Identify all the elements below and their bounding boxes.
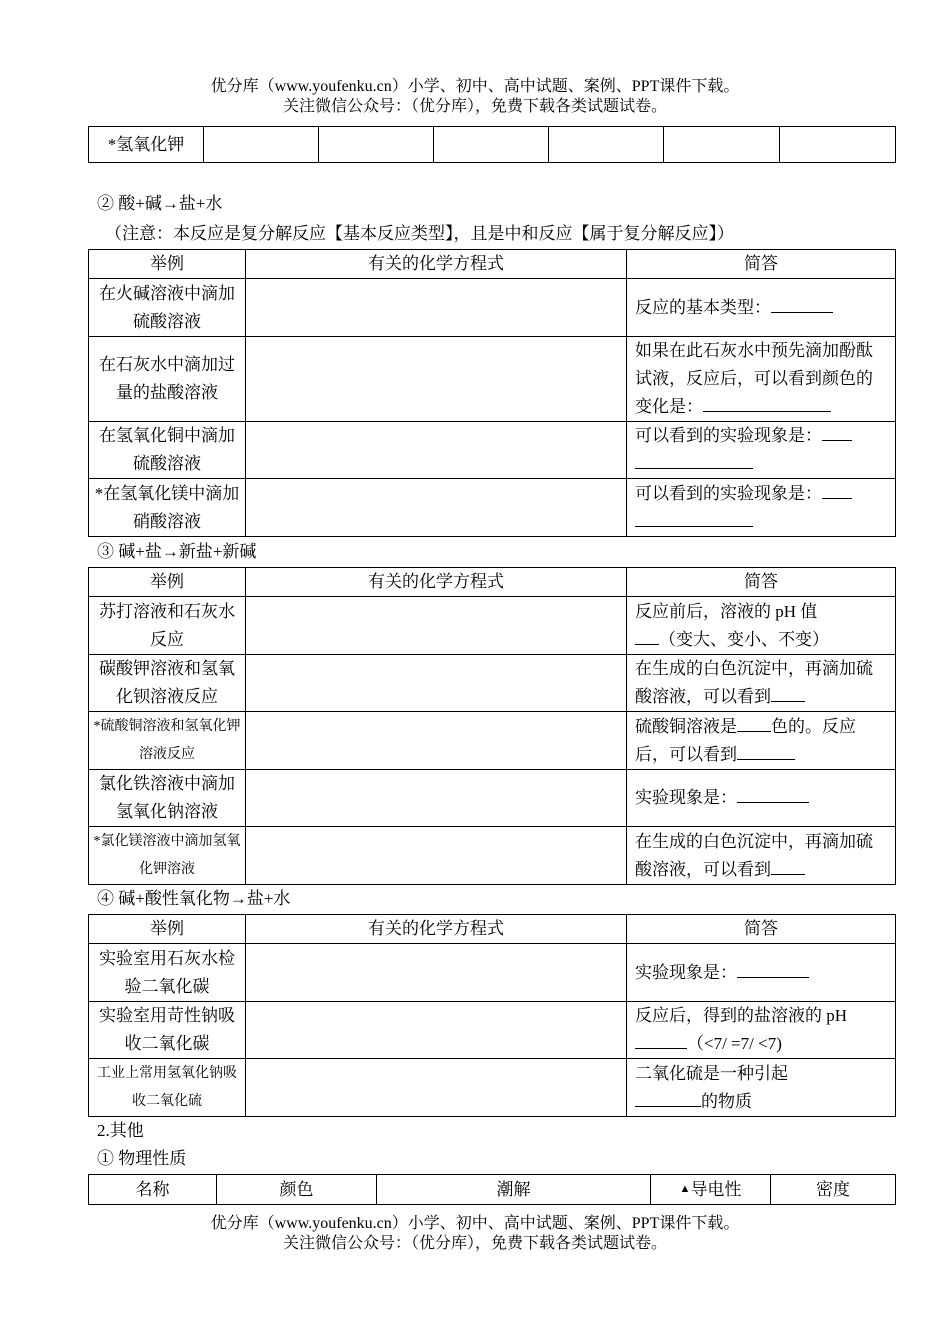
empty-cell bbox=[204, 127, 319, 163]
answer-cell bbox=[627, 712, 896, 770]
answer-cell bbox=[627, 944, 896, 1002]
table-physical-properties bbox=[88, 1174, 896, 1205]
answer-blank bbox=[635, 627, 659, 645]
table-base-salt bbox=[88, 567, 896, 885]
table-acid-base bbox=[88, 249, 896, 537]
example-cell: 工业上常用氢氧化钠吸收二氧化硫 bbox=[89, 1059, 246, 1117]
answer-text: 在生成的白色沉淀中，再滴加硫酸溶液，可以看到 bbox=[635, 831, 873, 879]
header-line-2: 关注微信公众号：（优分库），免费下载各类试题试卷。 bbox=[282, 98, 667, 115]
empty-cell bbox=[780, 127, 896, 163]
section-note: （注意：本反应是复分解反应【基本反应类型】，且是中和反应【属于复分解反应】） bbox=[105, 224, 734, 243]
answer-blank bbox=[737, 960, 809, 978]
header-text: 导电性 bbox=[690, 1180, 742, 1199]
example-cell: 在氢氧化铜中滴加硫酸溶液 bbox=[89, 422, 246, 479]
column-header: 举例 bbox=[89, 915, 246, 944]
table-row bbox=[89, 479, 896, 537]
answer-blank bbox=[737, 785, 809, 803]
page-footer bbox=[0, 1214, 950, 1254]
section-title-base-oxide: ④ 碱+酸性氧化物→盐+水 bbox=[97, 889, 291, 908]
table-row bbox=[89, 337, 896, 422]
table-header-row bbox=[89, 1175, 896, 1205]
equation-cell bbox=[246, 1002, 627, 1059]
column-header: 名称 bbox=[89, 1175, 217, 1205]
table-base-oxide bbox=[88, 914, 896, 1117]
answer-cell bbox=[627, 337, 896, 422]
example-cell: 实验室用石灰水检验二氧化碳 bbox=[89, 944, 246, 1002]
equation-cell bbox=[246, 655, 627, 712]
answer-blank bbox=[771, 857, 805, 875]
example-cell: 苏打溶液和石灰水反应 bbox=[89, 597, 246, 655]
answer-text: （<7/ =7/ <7) bbox=[687, 1034, 782, 1053]
equation-cell bbox=[246, 479, 627, 537]
column-header: 简答 bbox=[627, 250, 896, 279]
row-label: *氢氧化钾 bbox=[89, 127, 204, 163]
table-row bbox=[89, 1059, 896, 1117]
footer-line-1: 优分库（www.youfenku.cn）小学、初中、高中试题、案例、PPT课件下载。 bbox=[210, 1215, 740, 1232]
table-row bbox=[89, 279, 896, 337]
answer-blank bbox=[737, 742, 795, 760]
column-header: 简答 bbox=[627, 568, 896, 597]
answer-blank bbox=[635, 451, 753, 469]
equation-cell bbox=[246, 1059, 627, 1117]
table-row bbox=[89, 1002, 896, 1059]
table-header-row bbox=[89, 568, 896, 597]
column-header: 潮解 bbox=[377, 1175, 651, 1205]
answer-blank bbox=[771, 295, 833, 313]
equation-cell bbox=[246, 422, 627, 479]
column-header bbox=[651, 1175, 771, 1205]
answer-text: 色的。反应后，可以看到 bbox=[635, 716, 856, 764]
equation-cell bbox=[246, 279, 627, 337]
answer-text: 可以看到的实验现象是： bbox=[635, 426, 822, 445]
column-header: 有关的化学方程式 bbox=[246, 915, 627, 944]
answer-blank bbox=[822, 423, 852, 441]
table-row bbox=[89, 422, 896, 479]
answer-blank bbox=[635, 1089, 701, 1107]
answer-text: 反应后，得到的盐溶液的 pH bbox=[635, 1006, 848, 1025]
table-row bbox=[89, 944, 896, 1002]
section-title-other: 2.其他 bbox=[97, 1121, 144, 1140]
answer-text: 二氧化硫是一种引起 bbox=[635, 1063, 788, 1083]
empty-cell bbox=[664, 127, 780, 163]
example-cell: 碳酸钾溶液和氢氧化钡溶液反应 bbox=[89, 655, 246, 712]
example-cell: *在氢氧化镁中滴加硝酸溶液 bbox=[89, 479, 246, 537]
example-cell: *硫酸铜溶液和氢氧化钾溶液反应 bbox=[89, 712, 246, 770]
answer-cell bbox=[627, 597, 896, 655]
empty-cell bbox=[549, 127, 664, 163]
answer-blank bbox=[703, 394, 831, 412]
column-header: 举例 bbox=[89, 250, 246, 279]
table-koh-row bbox=[88, 126, 896, 163]
column-header: 颜色 bbox=[217, 1175, 377, 1205]
footer-line-2: 关注微信公众号：（优分库），免费下载各类试题试卷。 bbox=[282, 1235, 667, 1252]
answer-blank bbox=[635, 1031, 687, 1049]
answer-cell bbox=[627, 827, 896, 885]
column-header: 简答 bbox=[627, 915, 896, 944]
section-subtitle-physical: ① 物理性质 bbox=[97, 1149, 187, 1168]
column-header: 密度 bbox=[771, 1175, 896, 1205]
table-row bbox=[89, 712, 896, 770]
answer-text: 反应前后，溶液的 pH 值 bbox=[635, 601, 818, 621]
answer-text: 反应的基本类型： bbox=[635, 297, 771, 317]
answer-text: 实验现象是： bbox=[635, 962, 737, 982]
answer-cell bbox=[627, 1059, 896, 1117]
answer-text: 可以看到的实验现象是： bbox=[635, 483, 822, 503]
answer-cell bbox=[627, 655, 896, 712]
answer-text: 如果在此石灰水中预先滴加酚酞试液，反应后，可以看到颜色的变化是： bbox=[635, 341, 873, 416]
triangle-marker-icon: ▲ bbox=[679, 1183, 691, 1195]
table-header-row bbox=[89, 250, 896, 279]
empty-cell bbox=[434, 127, 549, 163]
header-line-1: 优分库（www.youfenku.cn）小学、初中、高中试题、案例、PPT课件下载。 bbox=[210, 78, 740, 95]
column-header: 举例 bbox=[89, 568, 246, 597]
section-title-acid-base: ② 酸+碱→盐+水 bbox=[97, 194, 223, 213]
answer-text: 硫酸铜溶液是 bbox=[635, 716, 737, 736]
table-row bbox=[89, 655, 896, 712]
column-header: 有关的化学方程式 bbox=[246, 568, 627, 597]
example-cell: 氯化铁溶液中滴加氢氧化钠溶液 bbox=[89, 770, 246, 827]
page-header bbox=[0, 77, 950, 117]
table-header-row bbox=[89, 915, 896, 944]
answer-text: （变大、变小、不变） bbox=[659, 629, 829, 649]
answer-blank bbox=[822, 481, 852, 499]
answer-text: 实验现象是： bbox=[635, 788, 737, 807]
answer-blank bbox=[771, 684, 805, 702]
example-cell: 在火碱溶液中滴加硫酸溶液 bbox=[89, 279, 246, 337]
empty-cell bbox=[319, 127, 434, 163]
equation-cell bbox=[246, 597, 627, 655]
section-title-base-salt: ③ 碱+盐→新盐+新碱 bbox=[97, 542, 257, 561]
example-cell: 在石灰水中滴加过量的盐酸溶液 bbox=[89, 337, 246, 422]
answer-text: 在生成的白色沉淀中，再滴加硫酸溶液，可以看到 bbox=[635, 659, 873, 706]
table-row bbox=[89, 597, 896, 655]
table-row bbox=[89, 770, 896, 827]
equation-cell bbox=[246, 827, 627, 885]
answer-cell bbox=[627, 1002, 896, 1059]
answer-blank bbox=[635, 509, 753, 527]
equation-cell bbox=[246, 337, 627, 422]
answer-cell bbox=[627, 279, 896, 337]
equation-cell bbox=[246, 712, 627, 770]
equation-cell bbox=[246, 770, 627, 827]
answer-cell bbox=[627, 479, 896, 537]
table-row bbox=[89, 827, 896, 885]
answer-blank bbox=[737, 714, 771, 732]
equation-cell bbox=[246, 944, 627, 1002]
column-header: 有关的化学方程式 bbox=[246, 250, 627, 279]
table-row bbox=[89, 127, 896, 163]
example-cell: *氯化镁溶液中滴加氢氧化钾溶液 bbox=[89, 827, 246, 885]
example-cell: 实验室用苛性钠吸收二氧化碳 bbox=[89, 1002, 246, 1059]
answer-cell bbox=[627, 422, 896, 479]
answer-text: 的物质 bbox=[701, 1091, 752, 1111]
answer-cell bbox=[627, 770, 896, 827]
